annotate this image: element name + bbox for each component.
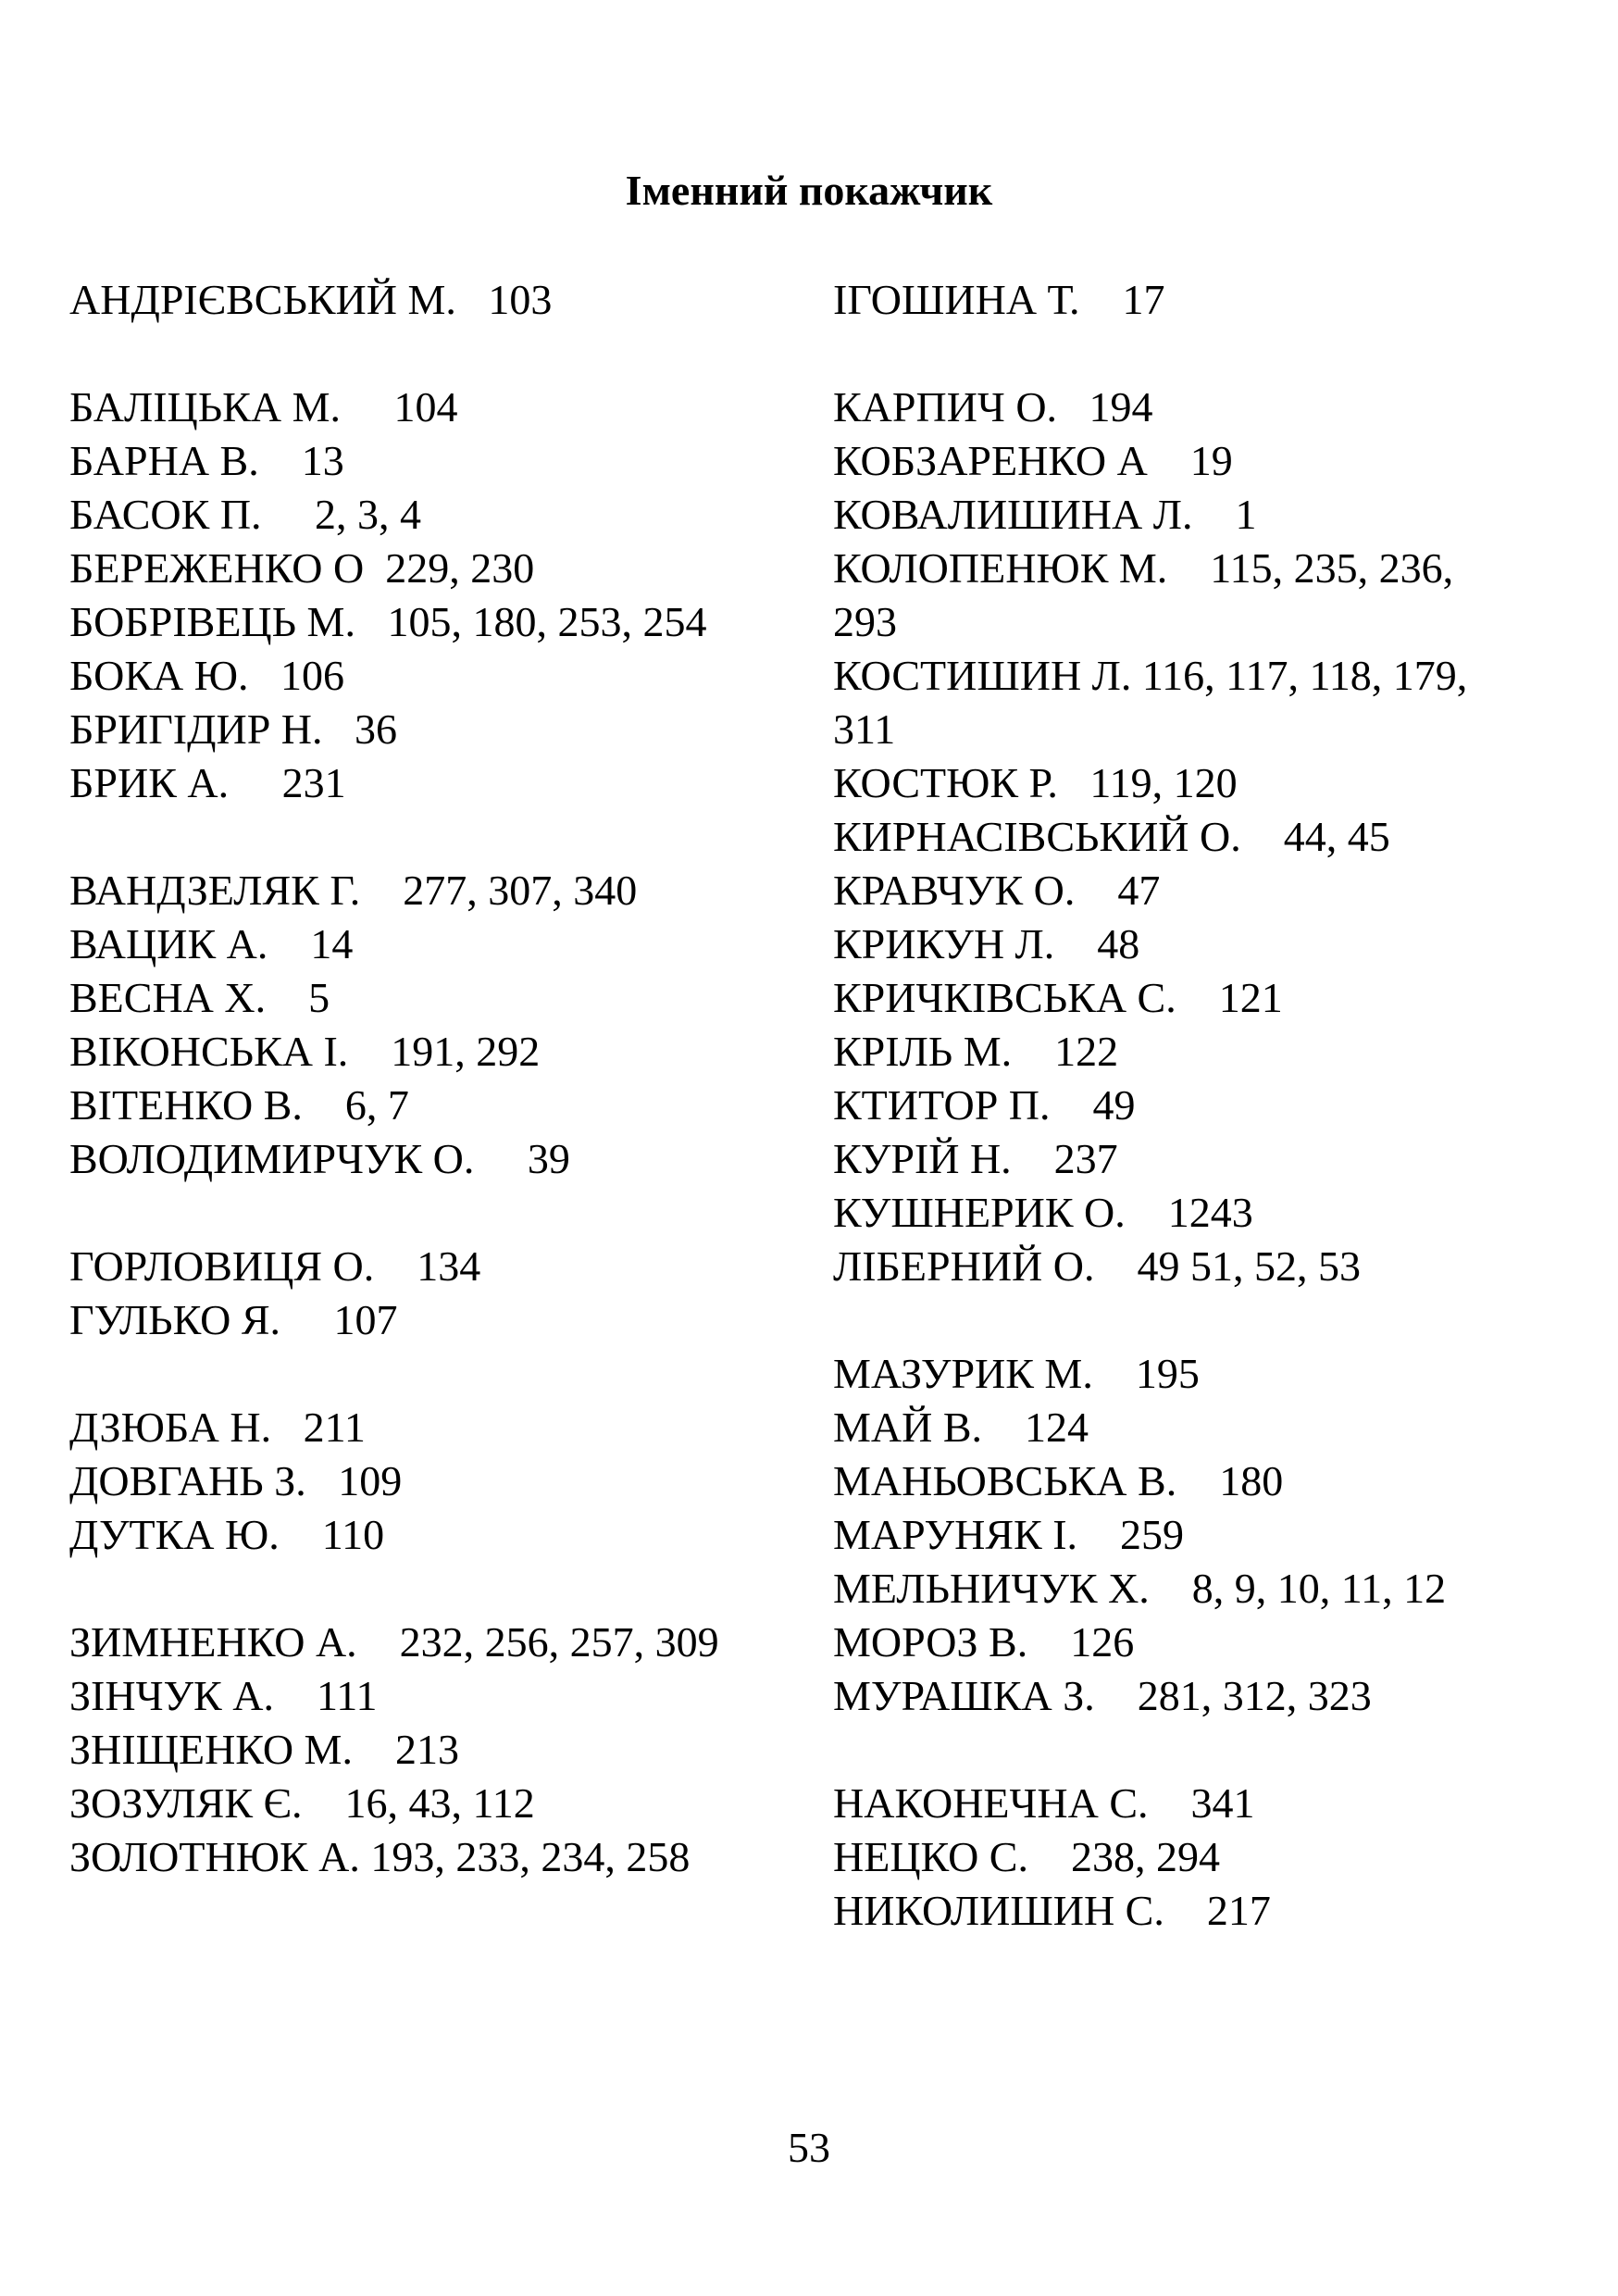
index-entry: БАРНА В. 13 — [69, 437, 344, 484]
index-entry: ЗОЛОТНЮК А. 193, 233, 234, 258 — [69, 1833, 691, 1880]
index-entry: КУРІЙ Н. 237 — [833, 1135, 1118, 1182]
index-entry: ЗОЗУЛЯК Є. 16, 43, 112 — [69, 1779, 535, 1827]
index-entry: КОСТИШИН Л. 116, 117, 118, 179, 311 — [833, 652, 1478, 753]
index-entry: БРИГІДИР Н. 36 — [69, 705, 398, 753]
index-entry: ДУТКА Ю. 110 — [69, 1511, 385, 1558]
index-entry: МАРУНЯК І. 259 — [833, 1511, 1185, 1558]
index-entry: ЗІНЧУК А. 111 — [69, 1672, 378, 1719]
index-entry: КУШНЕРИК О. 1243 — [833, 1189, 1253, 1236]
index-entry: КРИКУН Л. 48 — [833, 920, 1140, 967]
index-gap — [69, 1186, 810, 1240]
index-entry: ВІТЕНКО В. 6, 7 — [69, 1081, 409, 1129]
index-entry: МАНЬОВСЬКА В. 180 — [833, 1457, 1284, 1504]
index-entry: КИРНАСІВСЬКИЙ О. 44, 45 — [833, 813, 1390, 860]
index-entry: ЛІБЕРНИЙ О. 49 51, 52, 53 — [833, 1242, 1361, 1290]
index-entry: КОБЗАРЕНКО А 19 — [833, 437, 1233, 484]
index-entry: ВОЛОДИМИРЧУК О. 39 — [69, 1135, 570, 1182]
index-column-left — [69, 273, 810, 1884]
index-entry: НЕЦКО С. 238, 294 — [833, 1833, 1220, 1880]
index-entry: ВІКОНСЬКА І. 191, 292 — [69, 1028, 541, 1075]
index-gap — [69, 327, 810, 381]
index-entry: ВЕСНА Х. 5 — [69, 974, 330, 1021]
index-entry: НАКОНЕЧНА С. 341 — [833, 1779, 1255, 1827]
index-entry: КРИЧКІВСЬКА С. 121 — [833, 974, 1283, 1021]
index-entry: КОЛОПЕНЮК М. 115, 235, 236, 293 — [833, 544, 1464, 645]
index-entry: КТИТОР П. 49 — [833, 1081, 1136, 1129]
index-entry: ДОВГАНЬ З. 109 — [69, 1457, 403, 1504]
index-entry: НИКОЛИШИН С. 217 — [833, 1887, 1271, 1934]
index-entry: БАЛІЦЬКА М. 104 — [69, 383, 458, 430]
page-number: 53 — [788, 2124, 830, 2171]
index-entry: КОВАЛИШИНА Л. 1 — [833, 491, 1257, 538]
index-entry: АНДРІЄВСЬКИЙ М. 103 — [69, 276, 553, 323]
page-title: Іменний покажчик — [625, 167, 993, 214]
index-entry: БОБРІВЕЦЬ М. 105, 180, 253, 254 — [69, 598, 707, 645]
index-entry: БОКА Ю. 106 — [69, 652, 345, 699]
index-entry: ДЗЮБА Н. 211 — [69, 1404, 366, 1451]
index-entry: ГОРЛОВИЦЯ О. 134 — [69, 1242, 481, 1290]
index-column-right — [833, 273, 1574, 1938]
index-gap — [69, 810, 810, 864]
index-entry: КРІЛЬ М. 122 — [833, 1028, 1119, 1075]
index-entry: МАЙ В. 124 — [833, 1404, 1089, 1451]
index-gap — [833, 1723, 1574, 1777]
index-entry: ЗИМНЕНКО А. 232, 256, 257, 309 — [69, 1618, 719, 1666]
index-entry: МАЗУРИК М. 195 — [833, 1350, 1200, 1397]
index-entry: КАРПИЧ О. 194 — [833, 383, 1153, 430]
index-gap — [833, 327, 1574, 381]
index-gap — [833, 1293, 1574, 1347]
index-entry: ЗНІЩЕНКО М. 213 — [69, 1726, 459, 1773]
index-gap — [69, 1562, 810, 1616]
index-gap — [69, 1347, 810, 1401]
index-entry: БЕРЕЖЕНКО О 229, 230 — [69, 544, 535, 592]
index-entry: МОРОЗ В. 126 — [833, 1618, 1135, 1666]
index-entry: МУРАШКА З. 281, 312, 323 — [833, 1672, 1372, 1719]
index-entry: КРАВЧУК О. 47 — [833, 867, 1161, 914]
index-entry: ІГОШИНА Т. 17 — [833, 276, 1165, 323]
index-entry: ВАНДЗЕЛЯК Г. 277, 307, 340 — [69, 867, 638, 914]
index-entry: КОСТЮК Р. 119, 120 — [833, 759, 1238, 806]
index-entry: БРИК А. 231 — [69, 759, 346, 806]
index-entry: МЕЛЬНИЧУК Х. 8, 9, 10, 11, 12 — [833, 1565, 1447, 1612]
index-entry: ВАЦИК А. 14 — [69, 920, 354, 967]
index-entry: БАСОК П. 2, 3, 4 — [69, 491, 422, 538]
index-entry: ГУЛЬКО Я. 107 — [69, 1296, 398, 1343]
